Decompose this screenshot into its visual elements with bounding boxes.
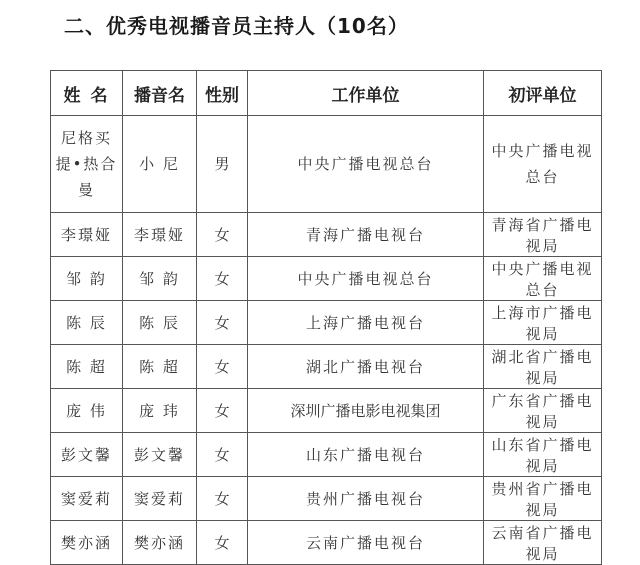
cell-gender: 女 <box>197 257 248 301</box>
table-row <box>51 116 602 213</box>
presenters-table <box>50 70 602 565</box>
column-header-gender: 性别 <box>197 71 248 116</box>
cell-review-unit: 中央广播电视总台 <box>484 257 602 301</box>
table-row <box>51 345 602 389</box>
cell-review-unit: 中央广播电视总台 <box>484 116 602 213</box>
cell-stage-name: 邹 韵 <box>123 257 197 301</box>
column-header-work-unit: 工作单位 <box>248 71 484 116</box>
cell-stage-name: 窦爱莉 <box>123 477 197 521</box>
cell-stage-name: 樊亦涵 <box>123 521 197 565</box>
cell-work-unit: 深圳广播电影电视集团 <box>248 389 484 433</box>
cell-review-unit: 湖北省广播电视局 <box>484 345 602 389</box>
table-header-row <box>51 71 602 116</box>
table-row <box>51 477 602 521</box>
cell-work-unit: 上海广播电视台 <box>248 301 484 345</box>
cell-name: 庞 伟 <box>51 389 123 433</box>
cell-review-unit: 青海省广播电视局 <box>484 213 602 257</box>
cell-work-unit: 贵州广播电视台 <box>248 477 484 521</box>
cell-stage-name: 陈 辰 <box>123 301 197 345</box>
cell-gender: 女 <box>197 477 248 521</box>
cell-review-unit: 云南省广播电视局 <box>484 521 602 565</box>
cell-review-unit: 山东省广播电视局 <box>484 433 602 477</box>
cell-name: 陈 超 <box>51 345 123 389</box>
column-header-name: 姓 名 <box>51 71 123 116</box>
name-text: 尼格买提•热合曼 <box>55 129 118 199</box>
cell-name: 陈 辰 <box>51 301 123 345</box>
cell-name: 邹 韵 <box>51 257 123 301</box>
cell-name: 窦爱莉 <box>51 477 123 521</box>
cell-stage-name: 李璟娅 <box>123 213 197 257</box>
cell-name: 樊亦涵 <box>51 521 123 565</box>
cell-work-unit: 湖北广播电视台 <box>248 345 484 389</box>
cell-stage-name: 彭文馨 <box>123 433 197 477</box>
table-row <box>51 521 602 565</box>
cell-review-unit: 贵州省广播电视局 <box>484 477 602 521</box>
cell-work-unit: 山东广播电视台 <box>248 433 484 477</box>
cell-name: 李璟娅 <box>51 213 123 257</box>
cell-work-unit: 云南广播电视台 <box>248 521 484 565</box>
cell-stage-name: 小 尼 <box>123 116 197 213</box>
cell-work-unit: 青海广播电视台 <box>248 213 484 257</box>
table-row <box>51 389 602 433</box>
table-row <box>51 257 602 301</box>
cell-gender: 女 <box>197 213 248 257</box>
cell-gender: 女 <box>197 345 248 389</box>
table-row <box>51 301 602 345</box>
cell-name: 彭文馨 <box>51 433 123 477</box>
cell-gender: 女 <box>197 521 248 565</box>
column-header-stage-name: 播音名 <box>123 71 197 116</box>
cell-name <box>51 116 123 213</box>
cell-gender: 女 <box>197 389 248 433</box>
table-row <box>51 433 602 477</box>
cell-gender: 男 <box>197 116 248 213</box>
table-row <box>51 213 602 257</box>
cell-stage-name: 陈 超 <box>123 345 197 389</box>
cell-gender: 女 <box>197 301 248 345</box>
column-header-review-unit: 初评单位 <box>484 71 602 116</box>
cell-review-unit: 广东省广播电视局 <box>484 389 602 433</box>
cell-work-unit: 中央广播电视总台 <box>248 116 484 213</box>
cell-review-unit: 上海市广播电视局 <box>484 301 602 345</box>
cell-work-unit: 中央广播电视总台 <box>248 257 484 301</box>
section-heading: 二、优秀电视播音员主持人（10名） <box>64 14 409 38</box>
cell-gender: 女 <box>197 433 248 477</box>
cell-stage-name: 庞 玮 <box>123 389 197 433</box>
